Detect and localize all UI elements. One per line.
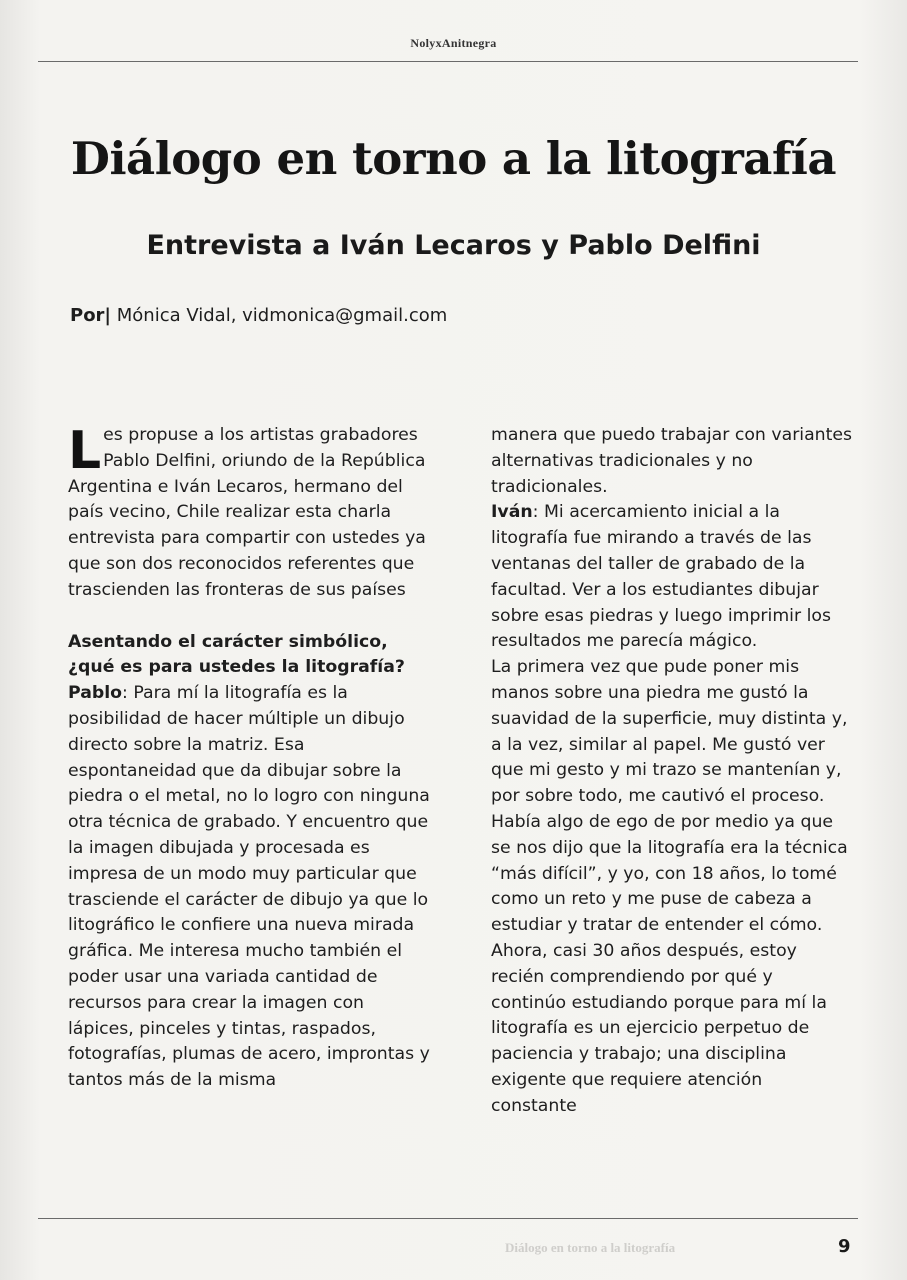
page-number: 9 xyxy=(838,1236,851,1257)
drop-cap: L xyxy=(68,421,102,481)
pablo-answer-text: : Para mí la litografía es la posibilidad de hacer múltiple un dibujo directo sobre la matriz. Esa espontaneidad que da dibujar sobre la piedra o el metal, no lo logro con ninguna otra técnica de grabado. Y encuentro que la imagen dibujada y procesada es impresa de un modo muy particular que trasciende el carácter de dibujo ya que lo litográfico le confiere una nueva mirada gráfica. Me interesa mucho también el poder usar una variada cantidad de recursos para crear la imagen con lápices, pinceles y tintas, raspados, fotografías, plumas de acero, improntas y tantos más de la misma xyxy=(68,683,430,1091)
byline-label: Por| xyxy=(70,305,112,326)
article-title: Diálogo en torno a la litografía xyxy=(70,132,837,185)
header-rule xyxy=(38,61,858,62)
footer-rule xyxy=(38,1218,858,1219)
right-column xyxy=(491,423,853,1120)
intro-paragraph xyxy=(68,423,430,604)
byline-author: Mónica Vidal, vidmonica@gmail.com xyxy=(111,305,448,326)
article-subtitle: Entrevista a Iván Lecaros y Pablo Delfini xyxy=(146,230,761,261)
ivan-answer-text: : Mi acercamiento inicial a la litografía fue mirando a través de las ventanas del taller de grabado de la facultad. Ver a los estudiantes dibujar sobre esas piedras y luego imprimir los resultados me parecía mágico. xyxy=(491,502,831,652)
intro-text: es propuse a los artistas grabadores Pablo Delfini, oriundo de la República Argentina e Iván Lecaros, hermano del país vecino, Chile realizar esta charla entrevista para compartir con ustedes ya que son dos reconocidos referentes que trascienden las fronteras de sus países xyxy=(68,425,426,600)
interview-question: Asentando el carácter simbólico, ¿qué es para ustedes la litografía? xyxy=(68,631,405,678)
paragraph-gap xyxy=(68,604,430,630)
byline xyxy=(70,305,447,326)
ivan-paragraph-2: La primera vez que pude poner mis manos sobre una piedra me gustó la suavidad de la superficie, muy distinta y, a la vez, similar al papel. Me gustó ver que mi gesto y mi trazo se mantenían y, por sobre todo, me cautivó el proceso. Había algo de ego de por medio ya que se nos dijo que la litografía era la técnica “más difícil”, y yo, con 18 años, lo tomé como un reto y me puse de cabeza a estudiar y tratar de entender el cómo. xyxy=(491,657,848,936)
ivan-answer xyxy=(491,500,853,655)
pablo-answer xyxy=(68,681,430,1094)
pablo-answer-continued: manera que puedo trabajar con variantes alternativas tradicionales y no tradicionales. xyxy=(491,425,853,497)
left-column xyxy=(68,423,430,1094)
speaker-pablo: Pablo xyxy=(68,683,123,704)
bleed-through-text: Diálogo en torno a la litografía xyxy=(505,1240,676,1255)
speaker-ivan: Iván xyxy=(491,502,533,523)
ivan-paragraph-3: Ahora, casi 30 años después, estoy recién comprendiendo por qué y continúo estudiando porque para mí la litografía es un ejercicio perpetuo de paciencia y trabajo; una disciplina exigente que requiere atención constante xyxy=(491,940,827,1116)
magazine-header: NolyxAnitnegra xyxy=(410,36,497,50)
